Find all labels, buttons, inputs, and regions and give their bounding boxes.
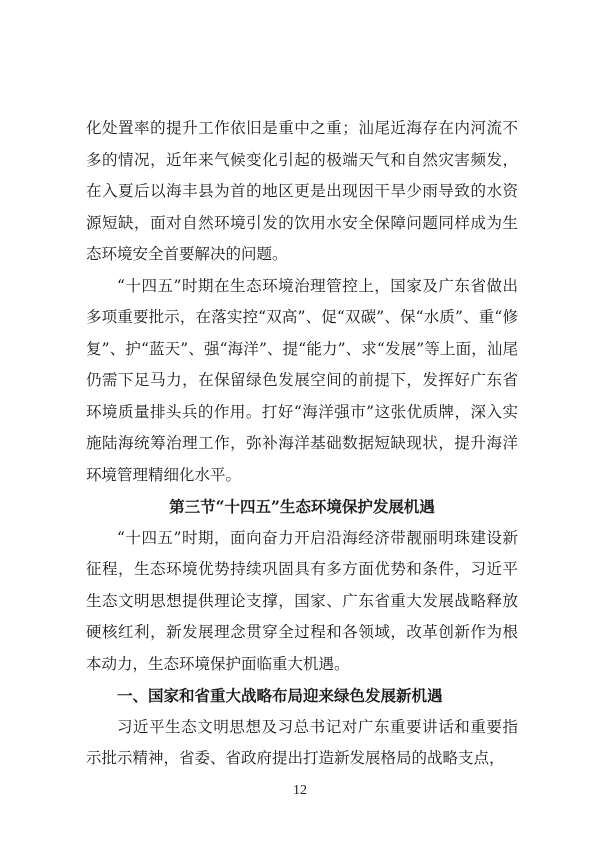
paragraph-4: 习近平生态文明思想及习总书记对广东重要讲话和重要指示批示精神，省委、省政府提出打造新发展格局的战略支点， [86, 717, 518, 767]
paragraph-2: “十四五”时期在生态环境治理管控上，国家及广东省做出多项重要批示，在落实控“双高”、促“双碳”、保“水质”、重“修复”、护“蓝天”、强“海洋”、提“能力”、求“发展”等上面，汕尾仍需下足马力，在保留绿色发展空间的前提下，发挥好广东省环境质量排头兵的作用。打好“海洋强市”这张优质牌，深入实施陆海统筹治理工作，弥补海洋基础数据短缺现状，提升海洋环境管理精细化水平。 [86, 276, 518, 484]
page-number: 12 [293, 783, 307, 798]
paragraph-3: “十四五”时期，面向奋力开启沿海经济带靓丽明珠建设新征程，生态环境优势持续巩固具有多方面优势和条件，习近平生态文明思想提供理论支撑，国家、广东省重大发展战略释放硬核红利，新发展理念贯穿全过程和各领域，改革创新作为根本动力，生态环境保护面临重大机遇。 [86, 528, 518, 673]
section-heading: 第三节“十四五”生态环境保护发展机遇 [169, 497, 435, 516]
paragraph-1: 化处置率的提升工作依旧是重中之重；汕尾近海存在内河流不多的情况，近年来气候变化引起的极端天气和自然灾害频发，在入夏后以海丰县为首的地区更是出现因干旱少雨导致的水资源短缺，面对自然环境引发的饮用水安全保障问题同样成为生态环境安全首要解决的问题。 [86, 119, 518, 263]
document-body [86, 113, 518, 775]
subsection-heading: 一、国家和省重大战略布局迎来绿色发展新机遇 [117, 686, 443, 705]
